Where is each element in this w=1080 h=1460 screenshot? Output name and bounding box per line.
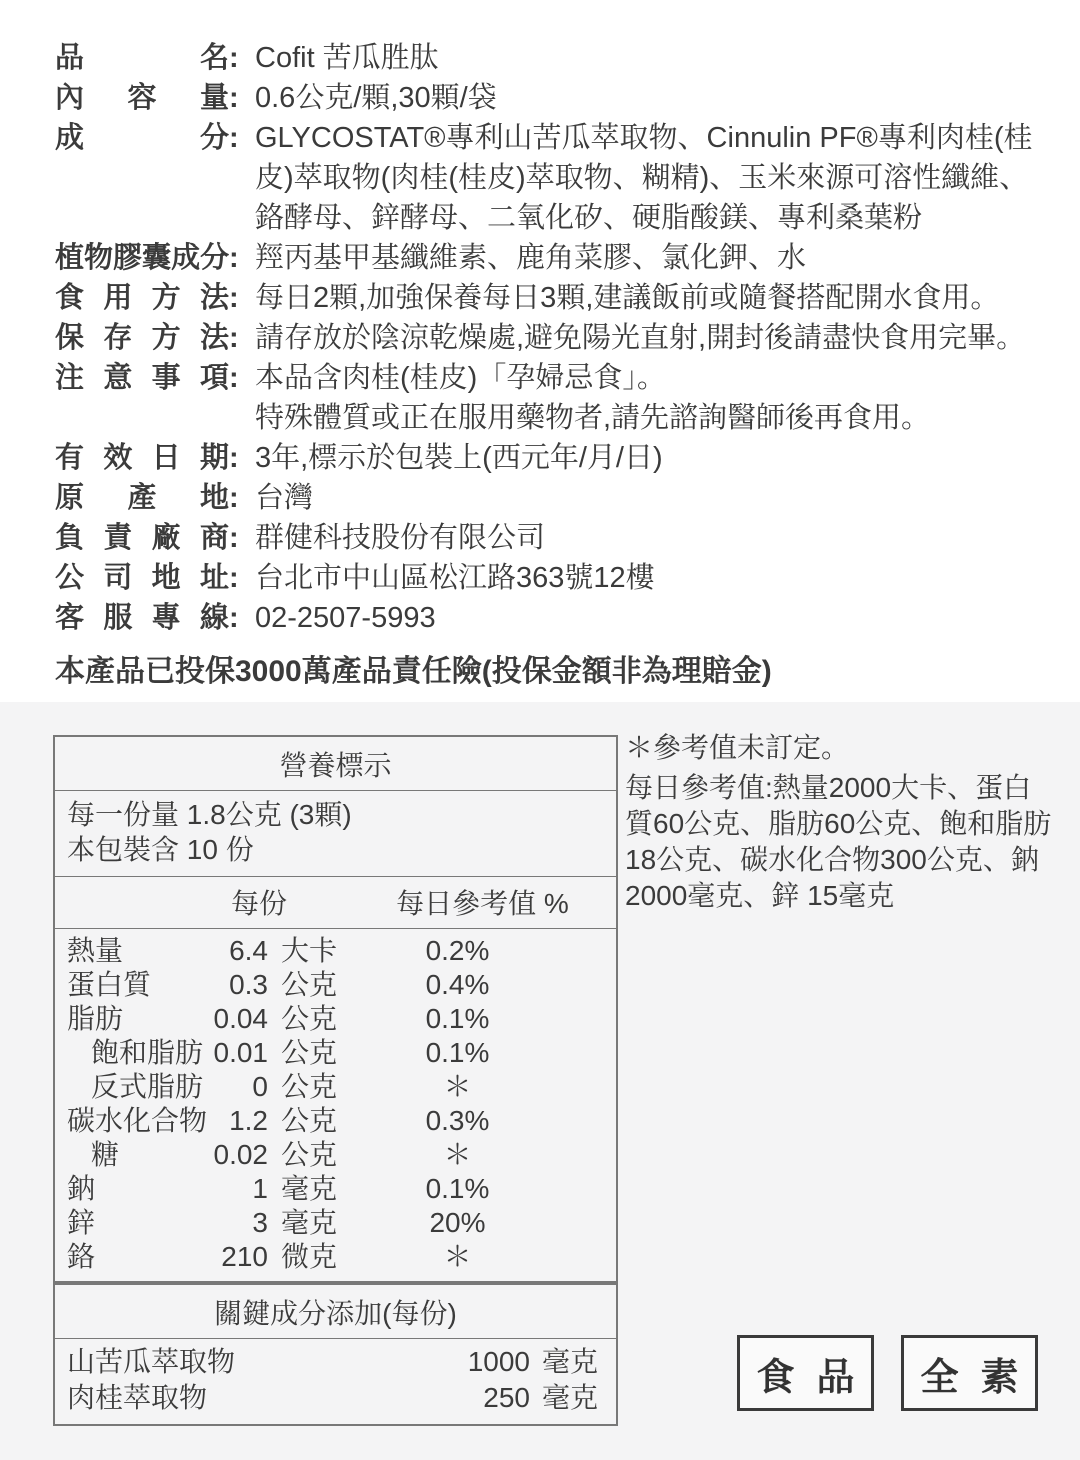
ingredient-name: 山苦瓜萃取物	[67, 1346, 236, 1377]
nutrient-name: 飽和脂肪	[91, 1037, 204, 1068]
nutrient-value: 0.02	[213, 1139, 268, 1170]
field-value: 請存放於陰涼乾燥處,避免陽光直射,開封後請盡快食用完畢。	[255, 322, 1026, 354]
field-label: 食 用 方 法	[55, 282, 229, 314]
caution-line: 特殊體質或正在服用藥物者,請先諮詢醫師後再食用。	[255, 402, 931, 434]
ingredients-line: 鉻酵母、鋅酵母、二氧化矽、硬脂酸鎂、專利桑葉粉	[255, 202, 923, 234]
field-label: 保 存 方 法	[55, 322, 229, 354]
nutrition-row	[55, 1036, 616, 1070]
insurance-note: 本產品已投保3000萬產品責任險(投保金額非為理賠金)	[55, 655, 772, 688]
field-value: 每日2顆,加強保養每日3顆,建議飯前或隨餐搭配開水食用。	[255, 282, 1000, 314]
nutrient-unit: 公克	[281, 1037, 338, 1068]
field-value: Cofit 苦瓜胜肽	[255, 42, 439, 74]
nutrition-column-headers	[55, 877, 616, 929]
serving-size: 每一份量 1.8公克 (3顆)	[67, 799, 352, 830]
field-label: 原 產 地	[55, 482, 229, 514]
label-colon: :	[229, 522, 239, 554]
nutrient-unit: 大卡	[281, 935, 338, 966]
field-value: 02-2507-5993	[255, 602, 436, 634]
field-value: 台北市中山區松江路363號12樓	[255, 562, 655, 594]
label-panel-section	[0, 702, 1080, 1460]
field-value	[255, 358, 1042, 438]
nutrient-daily-value: ＊	[443, 1071, 472, 1102]
field-value: 台灣	[255, 482, 314, 514]
field-label: 成 分	[55, 122, 229, 154]
nutrition-row	[55, 1206, 616, 1240]
field-label: 注 意 事 項	[55, 362, 229, 394]
field-value: 群健科技股份有限公司	[255, 522, 546, 554]
nutrient-unit: 公克	[281, 1139, 338, 1170]
nutrient-unit: 微克	[281, 1241, 338, 1272]
product-info-section	[0, 0, 1080, 702]
nutrient-name: 反式脂肪	[91, 1071, 204, 1102]
product-row-usage	[55, 278, 1042, 318]
col-header-daily-value: 每日參考值 %	[396, 888, 569, 919]
ingredient-amount	[468, 1344, 616, 1380]
nutrient-name: 碳水化合物	[67, 1105, 208, 1136]
label-colon: :	[229, 122, 239, 154]
field-label: 有 效 日 期	[55, 442, 229, 474]
field-label: 品 名	[55, 42, 229, 74]
nutrient-value: 3	[252, 1207, 268, 1238]
product-row-service-line	[55, 598, 1042, 638]
daily-reference-values: 每日參考值:熱量2000大卡、蛋白質60公克、脂肪60公克、飽和脂肪18公克、碳水化合物300公克、鈉2000毫克、鋅 15毫克	[625, 772, 1052, 911]
product-row-expiry	[55, 438, 1042, 478]
nutrient-unit: 公克	[281, 1003, 338, 1034]
product-row-origin	[55, 478, 1042, 518]
ingredient-value: 250	[483, 1382, 530, 1413]
nutrient-value: 0.01	[213, 1037, 268, 1068]
key-ingredient-row	[55, 1344, 616, 1380]
nutrient-value: 1.2	[229, 1105, 268, 1136]
field-label: 客 服 專 線	[55, 602, 229, 634]
badges	[737, 1335, 1041, 1411]
nutrient-name: 鈉	[67, 1173, 96, 1204]
undefined-reference-note: ＊參考值未訂定。	[625, 732, 850, 763]
col-header-per-serving: 每份	[230, 888, 287, 919]
product-row-address	[55, 558, 1042, 598]
ingredient-unit: 毫克	[541, 1346, 598, 1377]
nutrition-facts-table	[53, 735, 618, 1283]
food-badge	[737, 1335, 877, 1411]
label-colon: :	[229, 562, 239, 594]
product-row-net-content	[55, 78, 1042, 118]
nutrient-name: 熱量	[67, 935, 124, 966]
label-colon: :	[229, 602, 239, 634]
nutrient-daily-value: 0.1%	[425, 1003, 490, 1034]
nutrient-value: 210	[221, 1241, 268, 1272]
label-colon: :	[229, 42, 239, 74]
product-row-ingredients	[55, 118, 1042, 238]
nutrient-name: 鉻	[67, 1241, 96, 1272]
nutrition-row	[55, 1240, 616, 1274]
field-label: 內 容 量	[55, 82, 229, 114]
field-label: 公 司 地 址	[55, 562, 229, 594]
nutrient-daily-value: 0.3%	[425, 1105, 490, 1136]
label-colon: :	[229, 482, 239, 514]
nutrient-unit: 公克	[281, 1071, 338, 1102]
product-row-caution	[55, 358, 1042, 438]
key-ingredients-title: 關鍵成分添加(每份)	[55, 1285, 616, 1339]
nutrient-daily-value: 20%	[429, 1207, 486, 1238]
nutrient-value: 0	[252, 1071, 268, 1102]
caution-line: 本品含肉桂(桂皮)「孕婦忌食」。	[255, 362, 666, 394]
nutrient-daily-value: 0.1%	[425, 1173, 490, 1204]
nutrition-rows	[55, 929, 616, 1281]
ingredient-name: 肉桂萃取物	[67, 1382, 208, 1413]
nutrient-daily-value: ＊	[443, 1241, 472, 1272]
ingredient-unit: 毫克	[541, 1382, 598, 1413]
nutrient-daily-value: 0.2%	[425, 935, 490, 966]
label-colon: :	[229, 362, 239, 394]
nutrient-value: 1	[252, 1173, 268, 1204]
product-row-manufacturer	[55, 518, 1042, 558]
servings-per-pack: 本包裝含 10 份	[67, 834, 254, 865]
ingredients-line: 皮)萃取物(肉桂(桂皮)萃取物、糊精)、玉米來源可溶性纖維、	[255, 162, 1029, 194]
field-value: 0.6公克/顆,30顆/袋	[255, 82, 497, 114]
label-colon: :	[229, 242, 239, 274]
product-row-storage	[55, 318, 1042, 358]
label-colon: :	[229, 282, 239, 314]
product-row-capsule	[55, 238, 1042, 278]
nutrient-daily-value: 0.4%	[425, 969, 490, 1000]
nutrient-name: 脂肪	[67, 1003, 124, 1034]
nutrition-row	[55, 934, 616, 968]
product-row-name	[55, 38, 1042, 78]
nutrient-unit: 毫克	[281, 1207, 338, 1238]
serving-info	[55, 791, 616, 877]
label-colon: :	[229, 442, 239, 474]
field-value	[255, 118, 1042, 238]
field-label: 負 責 廠 商	[55, 522, 229, 554]
nutrition-title: 營養標示	[55, 737, 616, 791]
nutrition-row	[55, 968, 616, 1002]
ingredient-value: 1000	[467, 1346, 530, 1377]
nutrient-unit: 公克	[281, 1105, 338, 1136]
daily-reference-note	[625, 730, 1059, 914]
nutrition-row	[55, 1002, 616, 1036]
ingredients-line: GLYCOSTAT®專利山苦瓜萃取物、Cinnulin PF®專利肉桂(桂	[255, 122, 1033, 154]
field-label: 植 物 膠 囊 成 分	[55, 242, 230, 274]
field-value: 3年,標示於包裝上(西元年/月/日)	[255, 442, 663, 474]
nutrition-row	[55, 1138, 616, 1172]
nutrient-name: 蛋白質	[67, 969, 152, 1000]
key-ingredients-rows	[55, 1339, 616, 1424]
ingredient-amount	[483, 1380, 616, 1416]
nutrition-row	[55, 1070, 616, 1104]
food-badge-label: 食品	[756, 1356, 877, 1399]
label-colon: :	[229, 322, 239, 354]
nutrient-value: 0.04	[213, 1003, 268, 1034]
vegan-badge	[901, 1335, 1041, 1411]
nutrition-row	[55, 1104, 616, 1138]
nutrient-value: 6.4	[229, 935, 268, 966]
vegan-badge-label: 全素	[920, 1356, 1041, 1399]
nutrient-name: 糖	[91, 1139, 120, 1170]
nutrient-name: 鋅	[67, 1207, 96, 1238]
key-ingredient-row	[55, 1380, 616, 1416]
nutrient-daily-value: 0.1%	[425, 1037, 490, 1068]
nutrient-value: 0.3	[229, 969, 268, 1000]
nutrition-row	[55, 1172, 616, 1206]
nutrient-unit: 公克	[281, 969, 338, 1000]
field-value: 羥丙基甲基纖維素、鹿角菜膠、氯化鉀、水	[255, 242, 807, 274]
nutrient-unit: 毫克	[281, 1173, 338, 1204]
key-ingredients-table	[53, 1283, 618, 1426]
label-colon: :	[229, 82, 239, 114]
nutrient-daily-value: ＊	[443, 1139, 472, 1170]
